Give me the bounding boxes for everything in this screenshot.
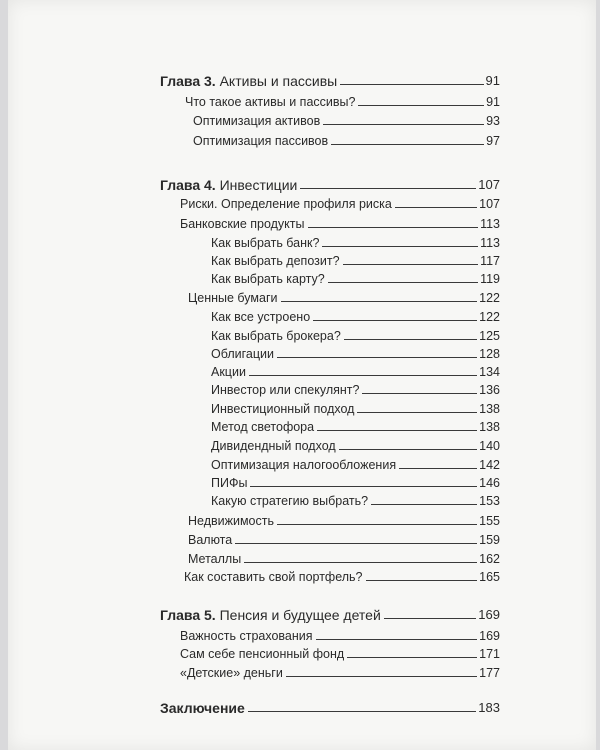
toc-entry: Какую стратегию выбрать? 153 <box>211 494 500 508</box>
chapter-name: Инвестиции <box>219 177 298 193</box>
toc-entry: Как выбрать брокера? 125 <box>211 329 500 343</box>
dot-leader <box>340 84 483 85</box>
toc-entry: Риски. Определение профиля риска 107 <box>180 197 500 211</box>
toc-entry: Как составить свой портфель? 165 <box>184 570 500 584</box>
toc-entry: Акции 134 <box>211 365 500 379</box>
chapter-prefix: Глава 4. <box>160 177 216 193</box>
conclusion-title: Заключение <box>160 700 245 716</box>
toc-entry: Как выбрать банк? 113 <box>211 236 500 250</box>
toc-entry: «Детские» деньги 177 <box>180 666 500 680</box>
toc-entry: Недвижимость 155 <box>188 514 500 528</box>
toc-entry: Банковские продукты 113 <box>180 217 500 231</box>
toc-entry: Как все устроено 122 <box>211 310 500 324</box>
toc-entry: Важность страхования 169 <box>180 629 500 643</box>
toc-entry: Что такое активы и пассивы? 91 <box>185 95 500 109</box>
toc-entry: Метод светофора 138 <box>211 420 500 434</box>
chapter-title <box>160 74 337 88</box>
dot-leader <box>300 188 476 189</box>
page-number: 107 <box>478 177 500 192</box>
chapter-prefix: Глава 5. <box>160 607 216 623</box>
toc-entry: Облигации 128 <box>211 347 500 361</box>
page-number: 183 <box>478 700 500 715</box>
toc-chapter-4 <box>160 174 500 192</box>
chapter-prefix: Глава 3. <box>160 73 216 89</box>
dot-leader <box>384 618 477 619</box>
toc-entry: Металлы 162 <box>188 552 500 566</box>
toc-entry: Инвестор или спекулянт? 136 <box>211 383 500 397</box>
toc-entry: Валюта 159 <box>188 533 500 547</box>
toc-entry: Оптимизация активов 93 <box>193 114 500 128</box>
toc-entry: ПИФы 146 <box>211 476 500 490</box>
toc-chapter-5 <box>160 604 500 622</box>
page-number: 91 <box>485 73 500 88</box>
toc-entry: Дивидендный подход 140 <box>211 439 500 453</box>
toc-entry: Оптимизация пассивов 97 <box>193 134 500 148</box>
toc-conclusion <box>160 697 500 715</box>
chapter-title <box>160 178 297 192</box>
chapter-name: Активы и пассивы <box>219 73 338 89</box>
toc-entry: Как выбрать карту? 119 <box>211 272 500 286</box>
table-of-contents <box>8 0 596 750</box>
toc-entry: Как выбрать депозит? 117 <box>211 254 500 268</box>
toc-entry: Сам себе пенсионный фонд 171 <box>180 647 500 661</box>
toc-entry: Ценные бумаги 122 <box>188 291 500 305</box>
toc-entry: Инвестиционный подход 138 <box>211 402 500 416</box>
chapter-title <box>160 608 381 622</box>
chapter-name: Пенсия и будущее детей <box>219 607 381 623</box>
toc-chapter-3 <box>160 70 500 88</box>
toc-entry: Оптимизация налогообложения 142 <box>211 458 500 472</box>
page-number: 169 <box>478 607 500 622</box>
dot-leader <box>248 711 476 712</box>
book-page <box>8 0 596 750</box>
